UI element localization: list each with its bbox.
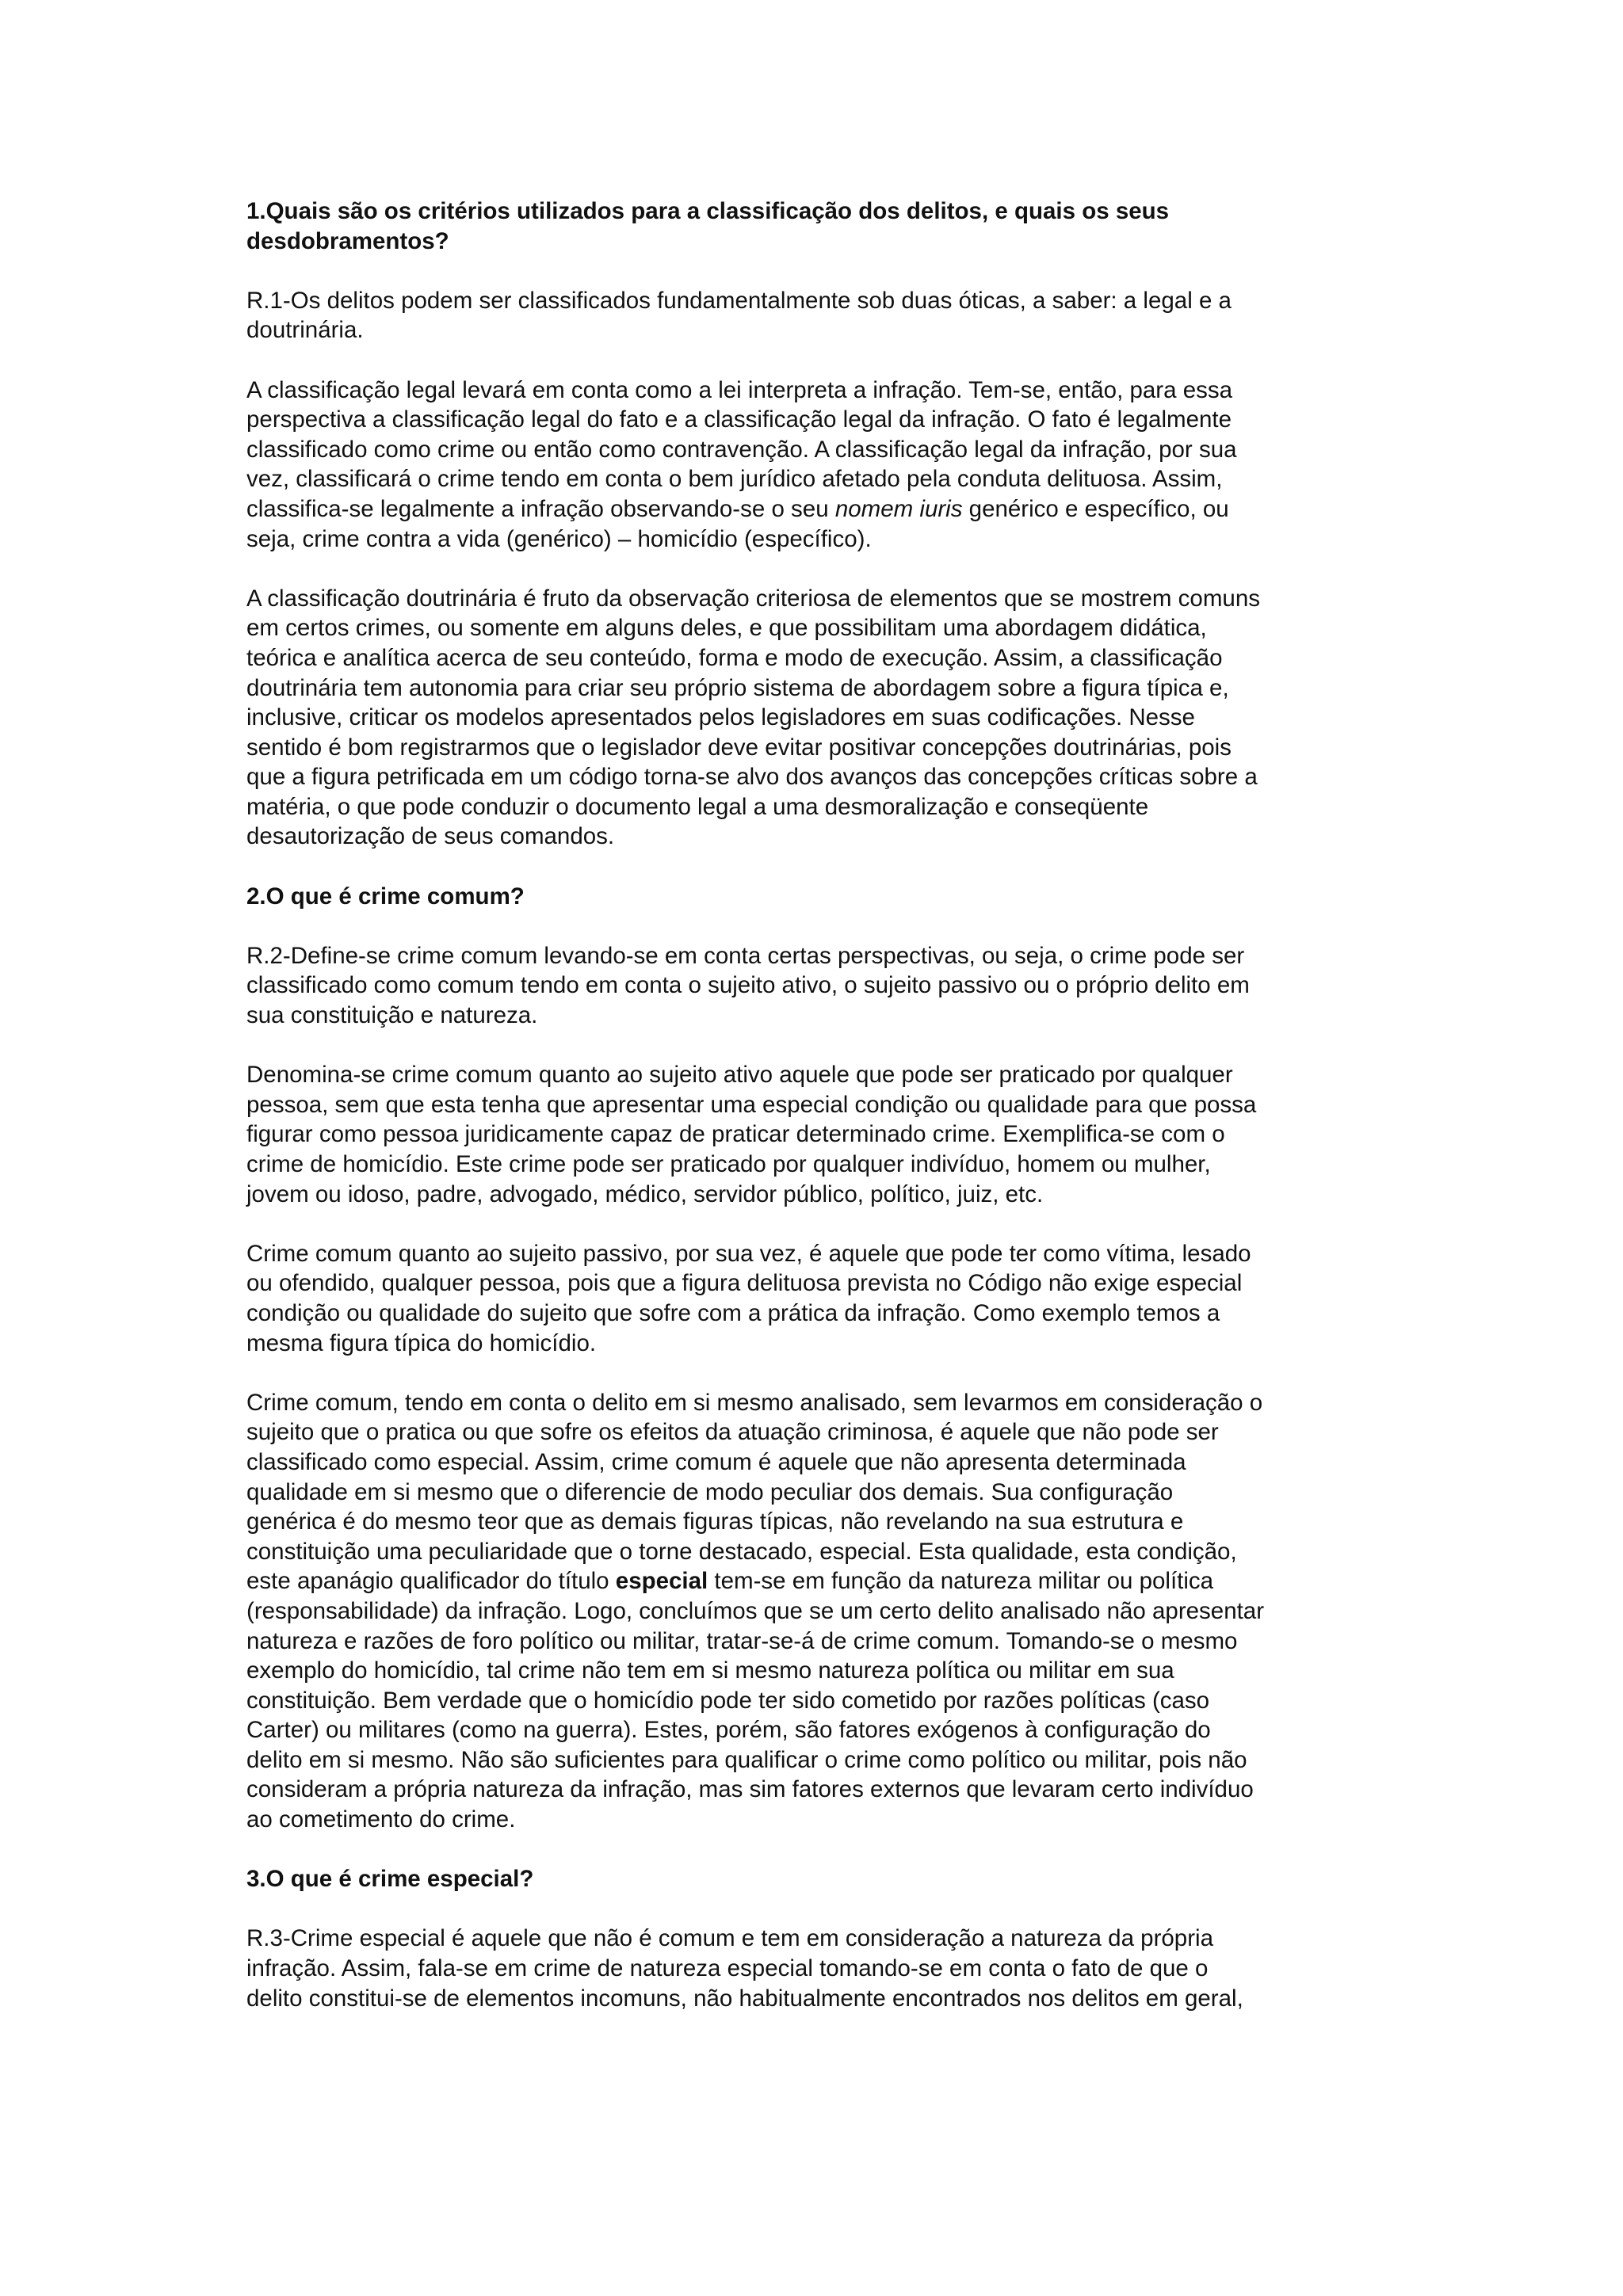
nomem-iuris-term: nomem iuris	[834, 495, 963, 522]
question-2-title: 2.O que é crime comum?	[246, 883, 525, 910]
paragraph-doctrinal-classification: A classificação doutrinária é fruto da observação criteriosa de elementos que se mostrem comuns em certos crimes, ou somente em alguns deles, e que possibilitam uma abordagem didática, teórica e analítica acerca de seu conteúdo, forma e modo de execução. Assim, a classificação doutrinária tem autonomia para criar seu próprio sistema de abordagem sobre a figura típica e, inclusive, criticar os modelos apresentados pelos legisladores em suas codificações. Nesse sentido é bom registrarmos que o legislador deve evitar positivar concepções doutrinárias, pois que a figura petrificada em um código torna-se alvo dos avanços das concepções críticas sobre a matéria, o que pode conduzir o documento legal a uma desmoralização e conseqüente desautorização de seus comandos.	[246, 585, 1260, 850]
question-1-title: 1.Quais são os critérios utilizados para a classificação dos delitos, e quais os seus desdobramentos?	[246, 198, 1170, 254]
document-page	[246, 196, 1388, 2013]
paragraph-legal-classification: A classificação legal levará em conta como a lei interpreta a infração. Tem-se, então, para essa perspectiva a classificação legal do fato e a classificação legal da infração. O fato é legalmente classificado como crime ou então como contravenção. A classificação legal da infração, por sua vez, classificará o crime tendo em conta o bem jurídico afetado pela conduta delituosa. Assim, classifica-se legalmente a infração observando-se o seu nomem iuris genérico e específico, ou seja, crime contra a vida (genérico) – homicídio (específico).	[246, 376, 1237, 552]
answer-1-intro: R.1-Os delitos podem ser classificados fundamentalmente sob duas óticas, a saber: a legal e a doutrinária.	[246, 287, 1232, 344]
question-3-title: 3.O que é crime especial?	[246, 1866, 534, 1893]
especial-term: especial	[615, 1568, 708, 1595]
answer-3-intro: R.3-Crime especial é aquele que não é comum e tem em consideração a natureza da própria infração. Assim, fala-se em crime de natureza especial tomando-se em conta o fato de que o delito constitui-se de elementos incomuns, não habitualmente encontrados nos delitos em geral,	[246, 1925, 1243, 2012]
paragraph-active-subject: Denomina-se crime comum quanto ao sujeito ativo aquele que pode ser praticado por qualquer pessoa, sem que esta tenha que apresentar uma especial condição ou qualidade para que possa figurar como pessoa juridicamente capaz de praticar determinado crime. Exemplifica-se com o crime de homicídio. Este crime pode ser praticado por qualquer indivíduo, homem ou mulher, jovem ou idoso, padre, advogado, médico, servidor público, político, juiz, etc.	[246, 1062, 1257, 1207]
answer-2-intro: R.2-Define-se crime comum levando-se em conta certas perspectivas, ou seja, o crime pode ser classificado como comum tendo em conta o sujeito ativo, o sujeito passivo ou o próprio delito em sua constituição e natureza.	[246, 942, 1250, 1029]
paragraph-passive-subject: Crime comum quanto ao sujeito passivo, por sua vez, é aquele que pode ter como vítima, lesado ou ofendido, qualquer pessoa, pois que a figura delituosa prevista no Código não exige especial condição ou qualidade do sujeito que sofre com a prática da infração. Como exemplo temos a mesma figura típica do homicídio.	[246, 1240, 1251, 1356]
paragraph-offense-itself: Crime comum, tendo em conta o delito em si mesmo analisado, sem levarmos em consideração o sujeito que o pratica ou que sofre os efeitos da atuação criminosa, é aquele que não pode ser classificado como especial. Assim, crime comum é aquele que não apresenta determinada qualidade em si mesmo que o diferencie de modo peculiar dos demais. Sua configuração genérica é do mesmo teor que as demais figuras típicas, não revelando na sua estrutura e constituição uma peculiaridade que o torne destacado, especial. Esta qualidade, esta condição, este apanágio qualificador do título especial tem-se em função da natureza militar ou política (responsabilidade) da infração. Logo, concluímos que se um certo delito analisado não apresentar natureza e razões de foro político ou militar, tratar-se-á de crime comum. Tomando-se o mesmo exemplo do homicídio, tal crime não tem em si mesmo natureza política ou militar em sua constituição. Bem verdade que o homicídio pode ter sido cometido por razões políticas (caso Carter) ou militares (como na guerra). Estes, porém, são fatores exógenos à configuração do delito em si mesmo. Não são suficientes para qualificar o crime como político ou militar, pois não consideram a própria natureza da infração, mas sim fatores externos que levaram certo indivíduo ao cometimento do crime.	[246, 1389, 1265, 1833]
